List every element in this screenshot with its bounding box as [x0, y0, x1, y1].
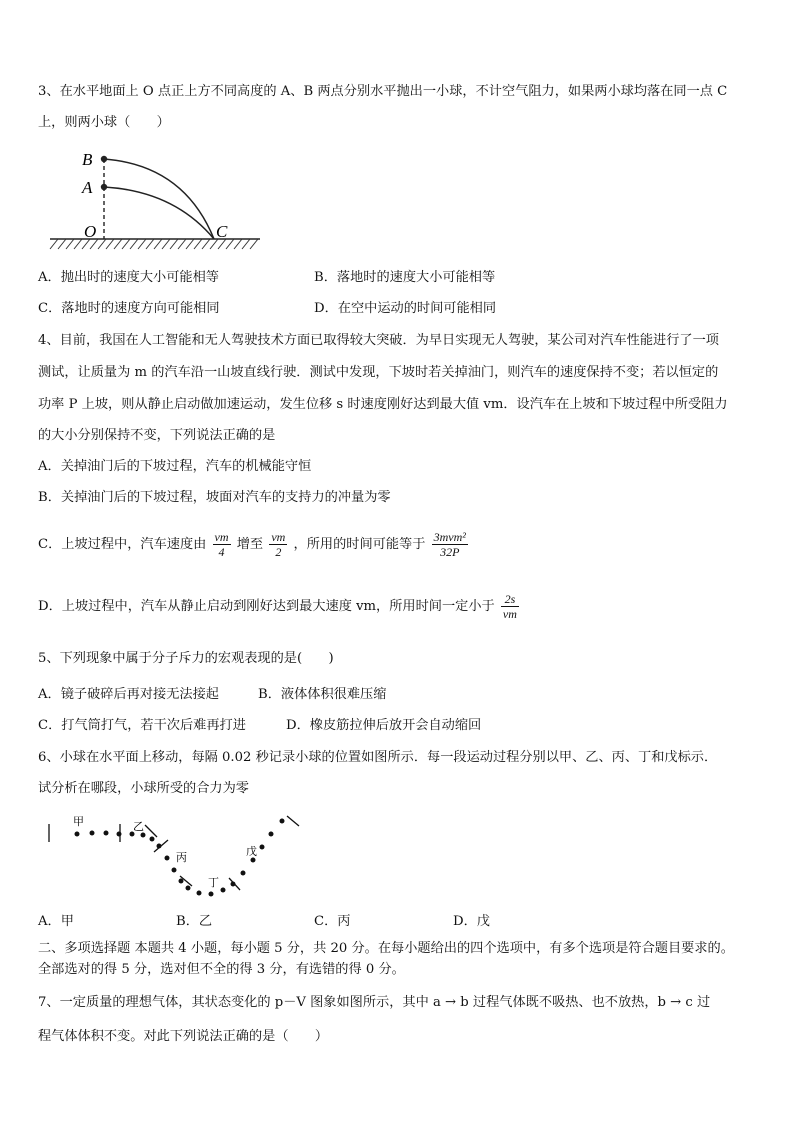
q4-stem-line4: 的大小分别保持不变，下列说法正确的是 — [38, 428, 276, 443]
q3-option-c[interactable]: C．落地时的速度方向可能相同 — [38, 301, 220, 316]
q6-option-a[interactable]: A．甲 — [38, 914, 74, 929]
q5-option-d[interactable]: D．橡皮筋拉伸后放开会自动缩回 — [286, 718, 482, 733]
fraction-vm-over-4: $\frac{vm}{4}$ — [214, 530, 229, 559]
label-yi: 乙 — [133, 821, 144, 833]
q6-trajectory-figure — [40, 810, 310, 906]
q4-option-b[interactable]: B．关掉油门后的下坡过程，坡面对汽车的支持力的冲量为零 — [38, 490, 391, 505]
q6-option-c[interactable]: C．丙 — [314, 914, 351, 929]
section2-heading-line1: 二、多项选择题 本题共 4 小题，每小题 5 分，共 20 分。在每小题给出的四个选项中，有多个选项是符合题目要求的。 — [38, 941, 734, 956]
q5-option-c[interactable]: C．打气筒打气，若干次后难再打进 — [38, 718, 246, 733]
label-O: O — [84, 222, 97, 241]
q3-option-d[interactable]: D．在空中运动的时间可能相同 — [314, 301, 497, 316]
q6-stem-line2: 试分析在哪段，小球所受的合力为零 — [38, 781, 249, 796]
q3-projectile-figure — [44, 145, 266, 257]
point-A-dot — [101, 184, 107, 190]
q4-option-c[interactable] — [38, 528, 470, 562]
q5-option-b[interactable]: B．液体体积很难压缩 — [258, 687, 387, 702]
segment-markers — [49, 816, 299, 890]
fraction-3mvm2-over-32P: $\frac{\text{3mvm²}}{32P}$ — [433, 530, 466, 559]
q4-stem-line3: 功率 P 上坡，则从静止启动做加速运动，发生位移 s 时速度刚好达到最大值 vm．设汽车在上坡和下坡过程中所受阻力 — [38, 397, 728, 412]
q5-stem: 5、下列现象中属于分子斥力的宏观表现的是( ) — [38, 651, 334, 666]
point-B-dot — [101, 156, 107, 162]
fraction-vm-over-2: $\frac{vm}{2}$ — [271, 530, 286, 559]
q4-stem-line1: 4、目前，我国在人工智能和无人驾驶技术方面已取得较大突破．为早日实现无人驾驶，某公司对汽车性能进行了一项 — [38, 333, 719, 348]
q4-option-d-prefix: D．上坡过程中，汽车从静止启动到刚好达到最大速度 vm，所用时间一定小于 — [38, 599, 495, 614]
q4-stem-line2: 测试，让质量为 m 的汽车沿一山坡直线行驶．测试中发现，下坡时若关掉油门，则汽车的速度保持不变；若以恒定的 — [38, 365, 719, 380]
q4-option-c-prefix: C．上坡过程中，汽车速度由 — [38, 537, 207, 552]
fraction-2s-over-vm: $\frac{2s}{vm}$ — [502, 592, 517, 621]
q7-stem-line2: 程气体体积不变。对此下列说法正确的是（ ） — [38, 1029, 329, 1044]
q5-option-a[interactable]: A．镜子破碎后再对接无法接起 — [38, 687, 219, 702]
q3-option-a[interactable]: A．抛出时的速度大小可能相等 — [38, 270, 219, 285]
q3-option-b[interactable]: B．落地时的速度大小可能相等 — [314, 270, 496, 285]
label-jia: 甲 — [73, 816, 84, 828]
label-B: B — [82, 150, 93, 169]
q7-stem-line1: 7、一定质量的理想气体，其状态变化的 p－V 图象如图所示，其中 a → b 过程气体既不吸热、也不放热，b → c 过 — [38, 995, 711, 1010]
trajectory-from-A — [104, 187, 214, 239]
q4-option-c-mid: 增至 — [236, 537, 264, 552]
label-ding: 丁 — [208, 877, 219, 889]
label-wu: 戊 — [246, 846, 257, 858]
q4-option-d[interactable] — [38, 590, 521, 624]
q4-option-c-post: ，所用的时间可能等于 — [293, 537, 426, 552]
q4-option-a[interactable]: A．关掉油门后的下坡过程，汽车的机械能守恒 — [38, 459, 312, 474]
q3-stem-line2: 上，则两小球（ ） — [38, 115, 170, 130]
q6-stem-line1: 6、小球在水平面上移动，每隔 0.02 秒记录小球的位置如图所示．每一段运动过程分别以甲、乙、丙、丁和戊标示． — [38, 750, 718, 765]
section2-heading-line2: 全部选对的得 5 分，选对但不全的得 3 分，有选错的得 0 分。 — [38, 962, 405, 977]
q3-stem-line1: 3、在水平地面上 O 点正上方不同高度的 A、B 两点分别水平抛出一小球，不计空气阻力，如果两小球均落在同一点 C — [38, 84, 728, 99]
label-A: A — [82, 178, 93, 197]
label-C: C — [216, 222, 228, 241]
q6-option-d[interactable]: D．戊 — [453, 914, 490, 929]
label-bing: 丙 — [176, 852, 187, 864]
q6-option-b[interactable]: B．乙 — [176, 914, 213, 929]
